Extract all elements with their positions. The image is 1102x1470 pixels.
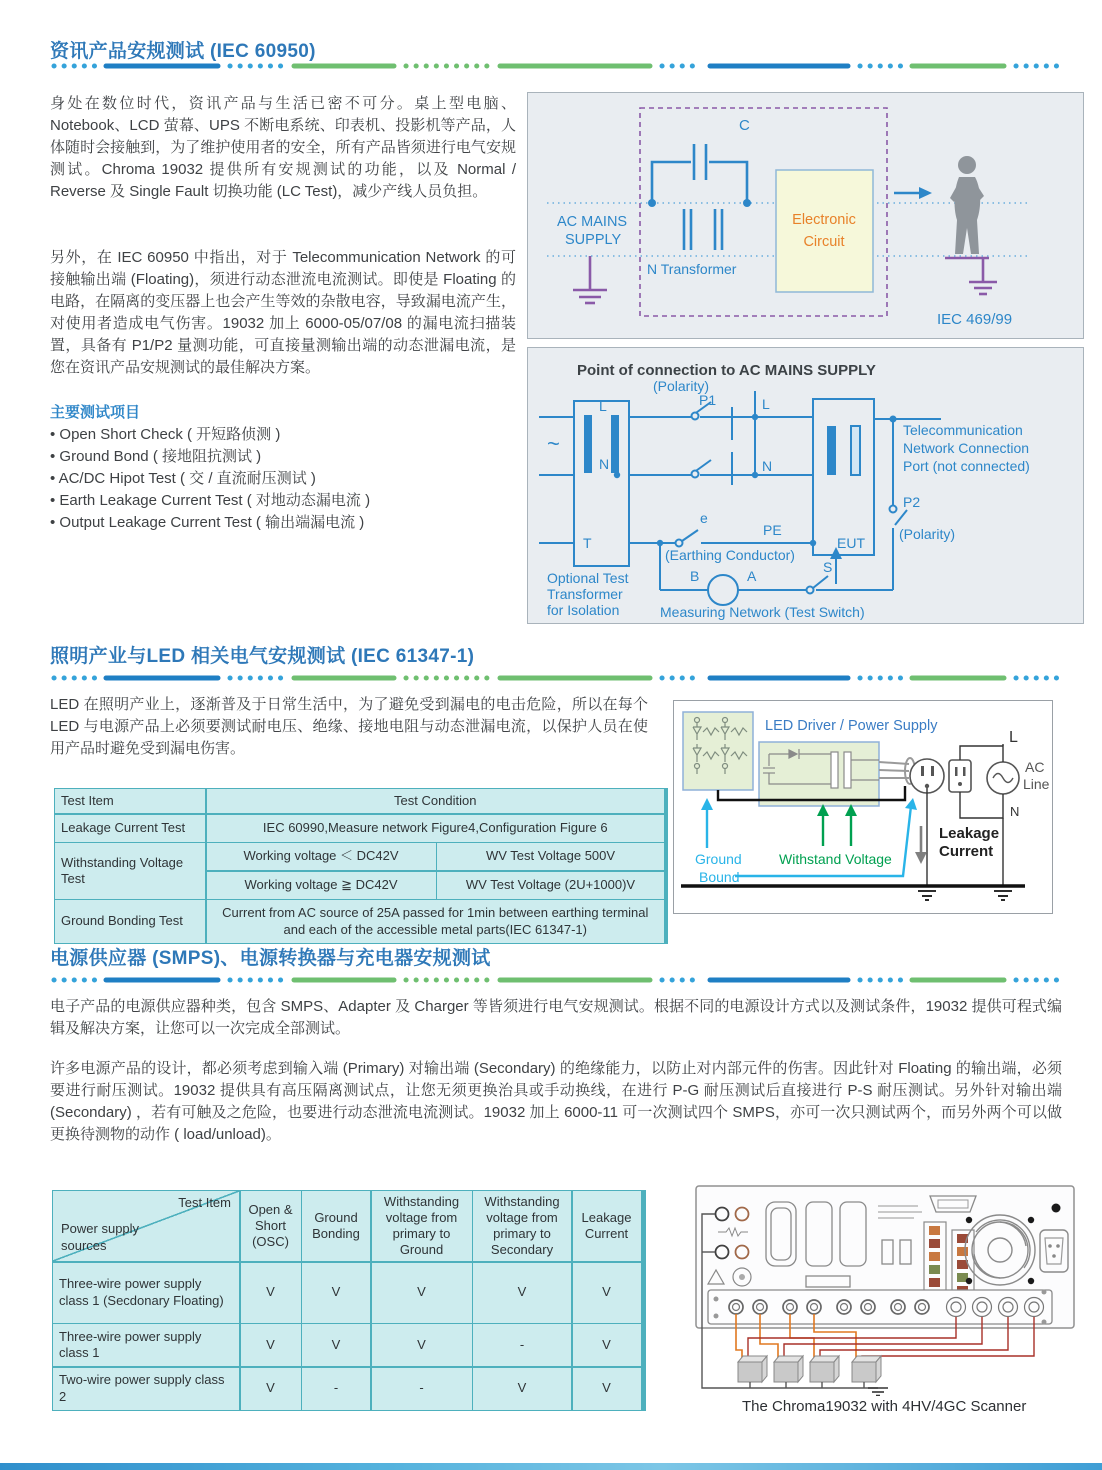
table-header: Withstanding voltage from primary to Ground: [372, 1191, 472, 1261]
table-cell: V: [302, 1263, 370, 1323]
table-cell: Working voltage ＜ DC42V: [207, 843, 436, 870]
svg-text:Network Connection: Network Connection: [903, 440, 1030, 456]
table-cell: WV Test Voltage (2U+1000)V: [437, 872, 664, 899]
list-item: • Earth Leakage Current Test ( 对地动态漏电流 ): [50, 490, 520, 512]
chroma-scanner-drawing: [678, 1180, 1088, 1396]
table-row-label: Two-wire power supply class 2: [53, 1368, 239, 1410]
section-title-smps: 电源供应器 (SMPS)、电源转换器与充电器安规测试: [50, 948, 491, 969]
table-corner-cell: [53, 1191, 239, 1261]
transformer-label: N Transformer: [647, 261, 737, 277]
svg-text:EUT: EUT: [837, 535, 865, 551]
it-paragraph-1: 身处在数位时代，资讯产品与生活已密不可分。桌上型电脑、Notebook、LCD 萤幕、UPS 不断电系统、印表机、投影机等产品，人体随时会接触到，为了维护使用者的安全，所有产品皆须进行电气安规测试。Chroma 19032 提供所有安规测试的功能，以及 Normal / Reverse 及 Single Fault 切换功能 (LC Test)，减少产线人员负担。: [50, 95, 516, 200]
led-paragraph: LED 在照明产业上，逐渐普及于日常生活中，为了避免受到漏电的电击危险，所以在每个 LED 与电源产品上必须要测试耐电压、绝缘、接地电阻与动态泄漏电流，以保护人员在使用产品时避免受到漏电伤害。: [50, 696, 648, 757]
list-item: • Ground Bond ( 接地阻抗测试 ): [50, 446, 520, 468]
svg-text:(Polarity): (Polarity): [653, 378, 710, 394]
l-label: L: [1009, 729, 1018, 746]
table-cell: V: [473, 1368, 571, 1410]
corner-label-sources: Power supply sources: [61, 1221, 140, 1254]
ac-line-label: AC: [1025, 759, 1045, 775]
svg-text:e: e: [700, 510, 708, 526]
list-item: • AC/DC Hipot Test ( 交 / 直流耐压测试 ): [50, 468, 520, 490]
it-paragraph-2: 另外，在 IEC 60950 中指出，对于 Telecommunication Network 的可接触输出端 (Floating)，须进行动态泄流电流测试。即使是 Floating 的电路，在隔离的变压器上也会产生等效的杂散电容，导致漏电流产生，对使用者造成电气伤害。19032 加上 6000-05/07/08 的漏电流扫描装置，具备有 P1/P2 量测功能，可直接量测输出端的动态泄漏电流，是您在资讯产品安规测试的最佳解决方案。: [50, 249, 516, 376]
smps-paragraph-1: 电子产品的电源供应器种类，包含 SMPS、Adapter 及 Charger 等皆须进行电气安规测试。根据不同的电源设计方式以及测试条件，19032 提供可程式编辑及解决方案，让您可以一次完成全部测试。: [50, 998, 1062, 1037]
svg-text:(Polarity): (Polarity): [899, 526, 956, 542]
led-driver-label: LED Driver / Power Supply: [765, 718, 938, 734]
list-item: • Open Short Check ( 开短路侦测 ): [50, 424, 520, 446]
svg-text:Telecommunication: Telecommunication: [903, 422, 1023, 438]
led-test-diagram: [673, 700, 1053, 914]
svg-text:A: A: [747, 568, 757, 584]
test-items-list-title: 主要测试项目: [50, 404, 141, 421]
electronic-circuit-label: Electronic: [792, 212, 856, 228]
table-row-label: Three-wire power supply class 1: [53, 1324, 239, 1366]
table-cell: -: [302, 1368, 370, 1410]
section-divider: [50, 675, 1062, 681]
table-cell: V: [573, 1368, 641, 1410]
svg-text:Bound: Bound: [699, 869, 740, 885]
svg-text:L: L: [599, 398, 607, 414]
table-cell: Withstanding Voltage Test: [55, 843, 205, 899]
table-header: Test Condition: [207, 789, 665, 813]
outlet-icon: [949, 760, 971, 792]
table-header: Test Item: [55, 789, 205, 813]
it-circuit-diagram-2: [527, 347, 1084, 624]
diagram2-title: Point of connection to AC MAINS SUPPLY: [577, 362, 876, 379]
table-cell: Working voltage ≧ DC42V: [207, 872, 436, 899]
svg-text:S: S: [823, 559, 833, 575]
table-cell: WV Test Voltage 500V: [437, 843, 664, 870]
table-cell: V: [372, 1324, 472, 1366]
table-cell: V: [241, 1263, 301, 1323]
table-cell: V: [372, 1263, 472, 1323]
svg-text:PE: PE: [763, 522, 782, 538]
withstand-voltage-label: Withstand Voltage: [779, 851, 892, 867]
svg-text:P1: P1: [699, 392, 717, 408]
cap-label: C: [739, 117, 750, 134]
table-header: Ground Bonding: [302, 1191, 370, 1261]
test-items-list: [50, 424, 520, 534]
svg-text:T: T: [583, 535, 592, 551]
table-cell: V: [302, 1324, 370, 1366]
table-cell: V: [573, 1263, 641, 1323]
svg-text:Line: Line: [1023, 776, 1050, 792]
table-cell: Ground Bonding Test: [55, 900, 205, 943]
table-cell: V: [241, 1368, 301, 1410]
svg-text:Transformer: Transformer: [547, 586, 623, 602]
svg-text:Port (not connected): Port (not connected): [903, 458, 1030, 474]
svg-text:N: N: [599, 456, 610, 472]
it-circuit-diagram-1: [527, 92, 1084, 339]
table-header: Open & Short (OSC): [241, 1191, 301, 1261]
svg-text:L: L: [762, 396, 770, 412]
svg-text:for Isolation: for Isolation: [547, 602, 620, 618]
ground-bound-label: Ground: [695, 851, 742, 867]
led-test-table: [54, 788, 668, 944]
svg-text:Current: Current: [939, 843, 994, 860]
footer-accent-bar: [0, 1463, 1102, 1470]
corner-label-test-item: Test Item: [178, 1195, 231, 1210]
smps-paragraph-2: 许多电源产品的设计，都必须考虑到输入端 (Primary) 对输出端 (Secondary) 的绝缘能力，以防止对内部元件的伤害。因此针对 Floating 的输出端，必须要进行耐压测试。19032 提供具有高压隔离测试点，让您无须更换治具或手动换线，在进行 P-G 耐压测试后直接进行 P-S 耐压测试。另外针对输出端 (Secondary) ，若有可触及之危险，也要进行动态泄流电流测试。19032 加上 6000-11 可一次测试四个 SMPS，亦可一次只测试两个，而另外两个可以做更换待测物的动作 ( load/unload)。: [50, 1060, 1062, 1143]
table-cell: V: [573, 1324, 641, 1366]
table-cell: Current from AC source of 25A passed for 1min between earthing terminal and each of the accessible metal parts(IEC 61347-1): [207, 900, 665, 943]
svg-text:Measuring Network (Test Switc: Measuring Network (Test Switch): [660, 604, 865, 620]
ac-mains-label: AC MAINS: [557, 214, 628, 230]
table-cell: Leakage Current Test: [55, 815, 205, 842]
svg-text:N: N: [762, 458, 773, 474]
iec-label: IEC 469/99: [937, 311, 1013, 328]
table-cell: V: [473, 1263, 571, 1323]
table-cell: -: [372, 1368, 472, 1410]
svg-text:Optional Test: Optional Test: [547, 570, 629, 586]
svg-text:B: B: [690, 568, 700, 584]
electronic-circuit-box: [776, 170, 873, 292]
table-cell: -: [473, 1324, 571, 1366]
leakage-current-label: Leakage: [939, 825, 1000, 842]
smps-test-table: [52, 1190, 646, 1411]
n-label: N: [1010, 804, 1020, 819]
list-item: • Output Leakage Current Test ( 输出端漏电流 ): [50, 512, 520, 534]
table-row-label: Three-wire power supply class 1 (Secdonary Floating): [53, 1263, 239, 1323]
ac-source-icon: ~: [547, 431, 560, 456]
section-divider: [50, 977, 1062, 983]
equipment-caption: The Chroma19032 with 4HV/4GC Scanner: [742, 1398, 1027, 1415]
ground-icon: [868, 1388, 888, 1396]
led-array-box: [683, 712, 753, 790]
led-driver-box: [759, 742, 879, 806]
section-divider: [50, 63, 1062, 69]
svg-text:(Earthing Conductor): (Earthing Conductor): [665, 547, 795, 563]
svg-text:Circuit: Circuit: [803, 234, 845, 250]
table-cell: V: [241, 1324, 301, 1366]
section-title-it: 资讯产品安规测试 (IEC 60950): [50, 41, 316, 62]
table-cell: IEC 60990,Measure network Figure4,Configuration Figure 6: [207, 815, 665, 842]
svg-text:P2: P2: [903, 494, 921, 510]
table-header: Withstanding voltage from primary to Secondary: [473, 1191, 571, 1261]
table-header: Leakage Current: [573, 1191, 641, 1261]
svg-text:SUPPLY: SUPPLY: [565, 232, 622, 248]
dut-boxes: [738, 1356, 881, 1382]
section-title-led: 照明产业与LED 相关电气安规测试 (IEC 61347-1): [50, 646, 475, 667]
